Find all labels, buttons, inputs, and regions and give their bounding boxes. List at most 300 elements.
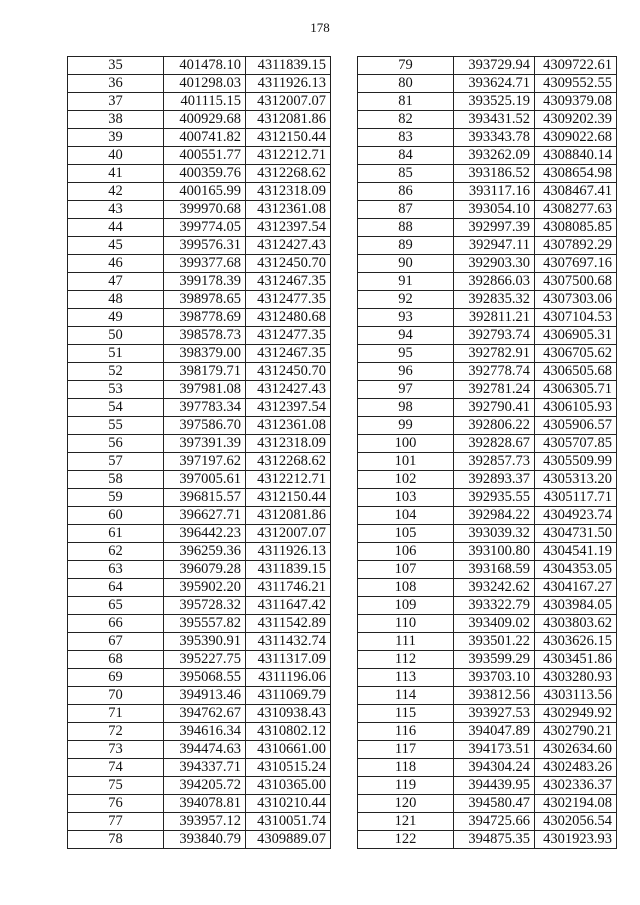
x-coordinate-cell: 394762.67 xyxy=(164,705,246,723)
x-coordinate-cell: 400165.99 xyxy=(164,183,246,201)
y-coordinate-cell: 4305117.71 xyxy=(535,489,617,507)
x-coordinate-cell: 399774.05 xyxy=(164,219,246,237)
point-number-cell: 122 xyxy=(358,831,454,849)
x-coordinate-cell: 398578.73 xyxy=(164,327,246,345)
point-number-cell: 84 xyxy=(358,147,454,165)
point-number-cell: 39 xyxy=(68,129,164,147)
x-coordinate-cell: 392806.22 xyxy=(454,417,535,435)
point-number-cell: 53 xyxy=(68,381,164,399)
point-number-cell: 62 xyxy=(68,543,164,561)
table-row xyxy=(358,507,617,525)
y-coordinate-cell: 4311542.89 xyxy=(246,615,331,633)
x-coordinate-cell: 393957.12 xyxy=(164,813,246,831)
table-row xyxy=(358,777,617,795)
table-row xyxy=(358,795,617,813)
point-number-cell: 83 xyxy=(358,129,454,147)
x-coordinate-cell: 400359.76 xyxy=(164,165,246,183)
table-row xyxy=(358,57,617,75)
y-coordinate-cell: 4312477.35 xyxy=(246,327,331,345)
table-row xyxy=(68,219,331,237)
y-coordinate-cell: 4304541.19 xyxy=(535,543,617,561)
table-row xyxy=(68,183,331,201)
x-coordinate-cell: 393039.32 xyxy=(454,525,535,543)
table-row xyxy=(68,471,331,489)
point-number-cell: 45 xyxy=(68,237,164,255)
x-coordinate-cell: 392790.41 xyxy=(454,399,535,417)
table-row xyxy=(68,489,331,507)
point-number-cell: 41 xyxy=(68,165,164,183)
y-coordinate-cell: 4302483.26 xyxy=(535,759,617,777)
y-coordinate-cell: 4311926.13 xyxy=(246,543,331,561)
x-coordinate-cell: 393186.52 xyxy=(454,165,535,183)
table-row xyxy=(68,507,331,525)
y-coordinate-cell: 4311317.09 xyxy=(246,651,331,669)
x-coordinate-cell: 393599.29 xyxy=(454,651,535,669)
point-number-cell: 105 xyxy=(358,525,454,543)
x-coordinate-cell: 394205.72 xyxy=(164,777,246,795)
x-coordinate-cell: 393409.02 xyxy=(454,615,535,633)
table-row xyxy=(358,453,617,471)
point-number-cell: 66 xyxy=(68,615,164,633)
table-row xyxy=(358,129,617,147)
x-coordinate-cell: 395227.75 xyxy=(164,651,246,669)
x-coordinate-cell: 394875.35 xyxy=(454,831,535,849)
x-coordinate-cell: 392893.37 xyxy=(454,471,535,489)
x-coordinate-cell: 392903.30 xyxy=(454,255,535,273)
point-number-cell: 88 xyxy=(358,219,454,237)
x-coordinate-cell: 397197.62 xyxy=(164,453,246,471)
point-number-cell: 40 xyxy=(68,147,164,165)
point-number-cell: 50 xyxy=(68,327,164,345)
table-row xyxy=(68,309,331,327)
x-coordinate-cell: 399178.39 xyxy=(164,273,246,291)
y-coordinate-cell: 4301923.93 xyxy=(535,831,617,849)
table-row xyxy=(68,399,331,417)
point-number-cell: 115 xyxy=(358,705,454,723)
table-row xyxy=(358,327,617,345)
x-coordinate-cell: 399576.31 xyxy=(164,237,246,255)
point-number-cell: 69 xyxy=(68,669,164,687)
x-coordinate-cell: 397586.70 xyxy=(164,417,246,435)
table-row xyxy=(68,363,331,381)
y-coordinate-cell: 4311839.15 xyxy=(246,57,331,75)
y-coordinate-cell: 4303984.05 xyxy=(535,597,617,615)
y-coordinate-cell: 4310515.24 xyxy=(246,759,331,777)
table-row xyxy=(68,525,331,543)
x-coordinate-cell: 393812.56 xyxy=(454,687,535,705)
table-row xyxy=(358,219,617,237)
y-coordinate-cell: 4312480.68 xyxy=(246,309,331,327)
table-row xyxy=(358,165,617,183)
point-number-cell: 70 xyxy=(68,687,164,705)
point-number-cell: 119 xyxy=(358,777,454,795)
point-number-cell: 55 xyxy=(68,417,164,435)
table-row xyxy=(68,615,331,633)
y-coordinate-cell: 4310938.43 xyxy=(246,705,331,723)
point-number-cell: 121 xyxy=(358,813,454,831)
y-coordinate-cell: 4312467.35 xyxy=(246,273,331,291)
y-coordinate-cell: 4308840.14 xyxy=(535,147,617,165)
x-coordinate-cell: 393431.52 xyxy=(454,111,535,129)
point-number-cell: 75 xyxy=(68,777,164,795)
y-coordinate-cell: 4308277.63 xyxy=(535,201,617,219)
table-row xyxy=(68,237,331,255)
point-number-cell: 56 xyxy=(68,435,164,453)
y-coordinate-cell: 4305313.20 xyxy=(535,471,617,489)
table-row xyxy=(358,255,617,273)
y-coordinate-cell: 4310661.00 xyxy=(246,741,331,759)
page-number: 178 xyxy=(310,20,330,35)
x-coordinate-cell: 393100.80 xyxy=(454,543,535,561)
table-row xyxy=(358,93,617,111)
table-row xyxy=(68,345,331,363)
y-coordinate-cell: 4309379.08 xyxy=(535,93,617,111)
point-number-cell: 110 xyxy=(358,615,454,633)
x-coordinate-cell: 395728.32 xyxy=(164,597,246,615)
point-number-cell: 99 xyxy=(358,417,454,435)
coordinates-table-right xyxy=(357,56,617,849)
y-coordinate-cell: 4307500.68 xyxy=(535,273,617,291)
y-coordinate-cell: 4312397.54 xyxy=(246,219,331,237)
y-coordinate-cell: 4309022.68 xyxy=(535,129,617,147)
y-coordinate-cell: 4310365.00 xyxy=(246,777,331,795)
y-coordinate-cell: 4312318.09 xyxy=(246,183,331,201)
y-coordinate-cell: 4304353.05 xyxy=(535,561,617,579)
x-coordinate-cell: 399377.68 xyxy=(164,255,246,273)
x-coordinate-cell: 398778.69 xyxy=(164,309,246,327)
point-number-cell: 113 xyxy=(358,669,454,687)
y-coordinate-cell: 4312450.70 xyxy=(246,363,331,381)
point-number-cell: 74 xyxy=(68,759,164,777)
y-coordinate-cell: 4312361.08 xyxy=(246,201,331,219)
y-coordinate-cell: 4312268.62 xyxy=(246,165,331,183)
y-coordinate-cell: 4303626.15 xyxy=(535,633,617,651)
point-number-cell: 49 xyxy=(68,309,164,327)
y-coordinate-cell: 4312427.43 xyxy=(246,381,331,399)
y-coordinate-cell: 4312150.44 xyxy=(246,129,331,147)
table-row xyxy=(68,381,331,399)
point-number-cell: 91 xyxy=(358,273,454,291)
x-coordinate-cell: 399970.68 xyxy=(164,201,246,219)
x-coordinate-cell: 393927.53 xyxy=(454,705,535,723)
y-coordinate-cell: 4302790.21 xyxy=(535,723,617,741)
table-row xyxy=(68,579,331,597)
point-number-cell: 106 xyxy=(358,543,454,561)
point-number-cell: 60 xyxy=(68,507,164,525)
x-coordinate-cell: 401298.03 xyxy=(164,75,246,93)
x-coordinate-cell: 393624.71 xyxy=(454,75,535,93)
y-coordinate-cell: 4309552.55 xyxy=(535,75,617,93)
table-row xyxy=(358,543,617,561)
y-coordinate-cell: 4303113.56 xyxy=(535,687,617,705)
y-coordinate-cell: 4309889.07 xyxy=(246,831,331,849)
x-coordinate-cell: 393242.62 xyxy=(454,579,535,597)
point-number-cell: 79 xyxy=(358,57,454,75)
y-coordinate-cell: 4312081.86 xyxy=(246,507,331,525)
x-coordinate-cell: 394725.66 xyxy=(454,813,535,831)
y-coordinate-cell: 4302194.08 xyxy=(535,795,617,813)
y-coordinate-cell: 4307104.53 xyxy=(535,309,617,327)
y-coordinate-cell: 4311069.79 xyxy=(246,687,331,705)
x-coordinate-cell: 401478.10 xyxy=(164,57,246,75)
x-coordinate-cell: 393840.79 xyxy=(164,831,246,849)
table-row xyxy=(68,435,331,453)
y-coordinate-cell: 4312007.07 xyxy=(246,93,331,111)
x-coordinate-cell: 394304.24 xyxy=(454,759,535,777)
x-coordinate-cell: 394173.51 xyxy=(454,741,535,759)
point-number-cell: 97 xyxy=(358,381,454,399)
table-row xyxy=(68,669,331,687)
x-coordinate-cell: 396259.36 xyxy=(164,543,246,561)
x-coordinate-cell: 393703.10 xyxy=(454,669,535,687)
y-coordinate-cell: 4312150.44 xyxy=(246,489,331,507)
y-coordinate-cell: 4303451.86 xyxy=(535,651,617,669)
point-number-cell: 109 xyxy=(358,597,454,615)
x-coordinate-cell: 395557.82 xyxy=(164,615,246,633)
x-coordinate-cell: 396627.71 xyxy=(164,507,246,525)
y-coordinate-cell: 4306505.68 xyxy=(535,363,617,381)
y-coordinate-cell: 4302056.54 xyxy=(535,813,617,831)
y-coordinate-cell: 4305707.85 xyxy=(535,435,617,453)
y-coordinate-cell: 4307303.06 xyxy=(535,291,617,309)
table-row xyxy=(358,399,617,417)
table-row xyxy=(68,633,331,651)
table-row xyxy=(358,471,617,489)
point-number-cell: 90 xyxy=(358,255,454,273)
point-number-cell: 93 xyxy=(358,309,454,327)
table-row xyxy=(68,93,331,111)
x-coordinate-cell: 394580.47 xyxy=(454,795,535,813)
point-number-cell: 111 xyxy=(358,633,454,651)
y-coordinate-cell: 4312212.71 xyxy=(246,147,331,165)
point-number-cell: 92 xyxy=(358,291,454,309)
x-coordinate-cell: 400929.68 xyxy=(164,111,246,129)
x-coordinate-cell: 397005.61 xyxy=(164,471,246,489)
x-coordinate-cell: 392778.74 xyxy=(454,363,535,381)
point-number-cell: 94 xyxy=(358,327,454,345)
table-row xyxy=(358,723,617,741)
table-row xyxy=(68,831,331,849)
y-coordinate-cell: 4303803.62 xyxy=(535,615,617,633)
y-coordinate-cell: 4306905.31 xyxy=(535,327,617,345)
x-coordinate-cell: 393729.94 xyxy=(454,57,535,75)
y-coordinate-cell: 4307697.16 xyxy=(535,255,617,273)
table-row xyxy=(358,345,617,363)
table-row xyxy=(358,381,617,399)
table-row xyxy=(68,201,331,219)
table-row xyxy=(68,705,331,723)
point-number-cell: 68 xyxy=(68,651,164,669)
x-coordinate-cell: 394616.34 xyxy=(164,723,246,741)
x-coordinate-cell: 394913.46 xyxy=(164,687,246,705)
x-coordinate-cell: 392793.74 xyxy=(454,327,535,345)
table-row xyxy=(358,273,617,291)
x-coordinate-cell: 395902.20 xyxy=(164,579,246,597)
table-row xyxy=(358,615,617,633)
table-row xyxy=(358,309,617,327)
table-row xyxy=(358,147,617,165)
point-number-cell: 82 xyxy=(358,111,454,129)
point-number-cell: 117 xyxy=(358,741,454,759)
point-number-cell: 54 xyxy=(68,399,164,417)
x-coordinate-cell: 398179.71 xyxy=(164,363,246,381)
y-coordinate-cell: 4311926.13 xyxy=(246,75,331,93)
y-coordinate-cell: 4306305.71 xyxy=(535,381,617,399)
x-coordinate-cell: 396815.57 xyxy=(164,489,246,507)
point-number-cell: 67 xyxy=(68,633,164,651)
x-coordinate-cell: 397783.34 xyxy=(164,399,246,417)
x-coordinate-cell: 393525.19 xyxy=(454,93,535,111)
table-row xyxy=(358,687,617,705)
point-number-cell: 57 xyxy=(68,453,164,471)
point-number-cell: 78 xyxy=(68,831,164,849)
y-coordinate-cell: 4312081.86 xyxy=(246,111,331,129)
x-coordinate-cell: 397391.39 xyxy=(164,435,246,453)
table-row xyxy=(68,129,331,147)
y-coordinate-cell: 4312477.35 xyxy=(246,291,331,309)
table-row xyxy=(68,813,331,831)
table-row xyxy=(68,651,331,669)
x-coordinate-cell: 392782.91 xyxy=(454,345,535,363)
point-number-cell: 81 xyxy=(358,93,454,111)
x-coordinate-cell: 394337.71 xyxy=(164,759,246,777)
x-coordinate-cell: 398379.00 xyxy=(164,345,246,363)
y-coordinate-cell: 4311647.42 xyxy=(246,597,331,615)
table-row xyxy=(68,57,331,75)
table-row xyxy=(68,273,331,291)
point-number-cell: 114 xyxy=(358,687,454,705)
point-number-cell: 102 xyxy=(358,471,454,489)
x-coordinate-cell: 393501.22 xyxy=(454,633,535,651)
y-coordinate-cell: 4303280.93 xyxy=(535,669,617,687)
coordinates-table-left xyxy=(67,56,331,849)
x-coordinate-cell: 392984.22 xyxy=(454,507,535,525)
x-coordinate-cell: 394047.89 xyxy=(454,723,535,741)
y-coordinate-cell: 4305509.99 xyxy=(535,453,617,471)
table-row xyxy=(358,489,617,507)
x-coordinate-cell: 395390.91 xyxy=(164,633,246,651)
y-coordinate-cell: 4304923.74 xyxy=(535,507,617,525)
table-row xyxy=(358,561,617,579)
point-number-cell: 72 xyxy=(68,723,164,741)
point-number-cell: 61 xyxy=(68,525,164,543)
point-number-cell: 63 xyxy=(68,561,164,579)
table-row xyxy=(68,255,331,273)
point-number-cell: 38 xyxy=(68,111,164,129)
x-coordinate-cell: 392835.32 xyxy=(454,291,535,309)
x-coordinate-cell: 397981.08 xyxy=(164,381,246,399)
table-row xyxy=(68,111,331,129)
y-coordinate-cell: 4306705.62 xyxy=(535,345,617,363)
table-row xyxy=(68,543,331,561)
x-coordinate-cell: 400551.77 xyxy=(164,147,246,165)
x-coordinate-cell: 401115.15 xyxy=(164,93,246,111)
point-number-cell: 35 xyxy=(68,57,164,75)
y-coordinate-cell: 4302949.92 xyxy=(535,705,617,723)
x-coordinate-cell: 393322.79 xyxy=(454,597,535,615)
y-coordinate-cell: 4308085.85 xyxy=(535,219,617,237)
point-number-cell: 51 xyxy=(68,345,164,363)
point-number-cell: 96 xyxy=(358,363,454,381)
point-number-cell: 95 xyxy=(358,345,454,363)
y-coordinate-cell: 4304167.27 xyxy=(535,579,617,597)
y-coordinate-cell: 4311432.74 xyxy=(246,633,331,651)
x-coordinate-cell: 394439.95 xyxy=(454,777,535,795)
point-number-cell: 42 xyxy=(68,183,164,201)
point-number-cell: 98 xyxy=(358,399,454,417)
table-row xyxy=(358,633,617,651)
x-coordinate-cell: 393168.59 xyxy=(454,561,535,579)
table-row xyxy=(358,525,617,543)
y-coordinate-cell: 4309202.39 xyxy=(535,111,617,129)
y-coordinate-cell: 4312397.54 xyxy=(246,399,331,417)
x-coordinate-cell: 396079.28 xyxy=(164,561,246,579)
point-number-cell: 89 xyxy=(358,237,454,255)
x-coordinate-cell: 400741.82 xyxy=(164,129,246,147)
x-coordinate-cell: 393117.16 xyxy=(454,183,535,201)
point-number-cell: 37 xyxy=(68,93,164,111)
table-row xyxy=(358,201,617,219)
table-row xyxy=(358,669,617,687)
table-row xyxy=(358,597,617,615)
table-row xyxy=(68,75,331,93)
y-coordinate-cell: 4312427.43 xyxy=(246,237,331,255)
table-row xyxy=(358,183,617,201)
table-row xyxy=(358,759,617,777)
point-number-cell: 86 xyxy=(358,183,454,201)
y-coordinate-cell: 4312318.09 xyxy=(246,435,331,453)
y-coordinate-cell: 4308654.98 xyxy=(535,165,617,183)
y-coordinate-cell: 4305906.57 xyxy=(535,417,617,435)
y-coordinate-cell: 4308467.41 xyxy=(535,183,617,201)
x-coordinate-cell: 393054.10 xyxy=(454,201,535,219)
point-number-cell: 108 xyxy=(358,579,454,597)
y-coordinate-cell: 4312007.07 xyxy=(246,525,331,543)
point-number-cell: 120 xyxy=(358,795,454,813)
x-coordinate-cell: 396442.23 xyxy=(164,525,246,543)
point-number-cell: 59 xyxy=(68,489,164,507)
x-coordinate-cell: 394078.81 xyxy=(164,795,246,813)
point-number-cell: 71 xyxy=(68,705,164,723)
point-number-cell: 100 xyxy=(358,435,454,453)
point-number-cell: 85 xyxy=(358,165,454,183)
table-row xyxy=(68,327,331,345)
x-coordinate-cell: 392857.73 xyxy=(454,453,535,471)
table-row xyxy=(358,363,617,381)
point-number-cell: 77 xyxy=(68,813,164,831)
y-coordinate-cell: 4312268.62 xyxy=(246,453,331,471)
point-number-cell: 87 xyxy=(358,201,454,219)
table-row xyxy=(68,777,331,795)
x-coordinate-cell: 392866.03 xyxy=(454,273,535,291)
point-number-cell: 48 xyxy=(68,291,164,309)
x-coordinate-cell: 393343.78 xyxy=(454,129,535,147)
y-coordinate-cell: 4310051.74 xyxy=(246,813,331,831)
y-coordinate-cell: 4312467.35 xyxy=(246,345,331,363)
x-coordinate-cell: 392997.39 xyxy=(454,219,535,237)
y-coordinate-cell: 4312361.08 xyxy=(246,417,331,435)
table-row xyxy=(358,579,617,597)
table-row xyxy=(358,417,617,435)
table-row xyxy=(68,147,331,165)
point-number-cell: 116 xyxy=(358,723,454,741)
point-number-cell: 103 xyxy=(358,489,454,507)
x-coordinate-cell: 392935.55 xyxy=(454,489,535,507)
x-coordinate-cell: 398978.65 xyxy=(164,291,246,309)
y-coordinate-cell: 4302634.60 xyxy=(535,741,617,759)
table-row xyxy=(358,435,617,453)
point-number-cell: 65 xyxy=(68,597,164,615)
